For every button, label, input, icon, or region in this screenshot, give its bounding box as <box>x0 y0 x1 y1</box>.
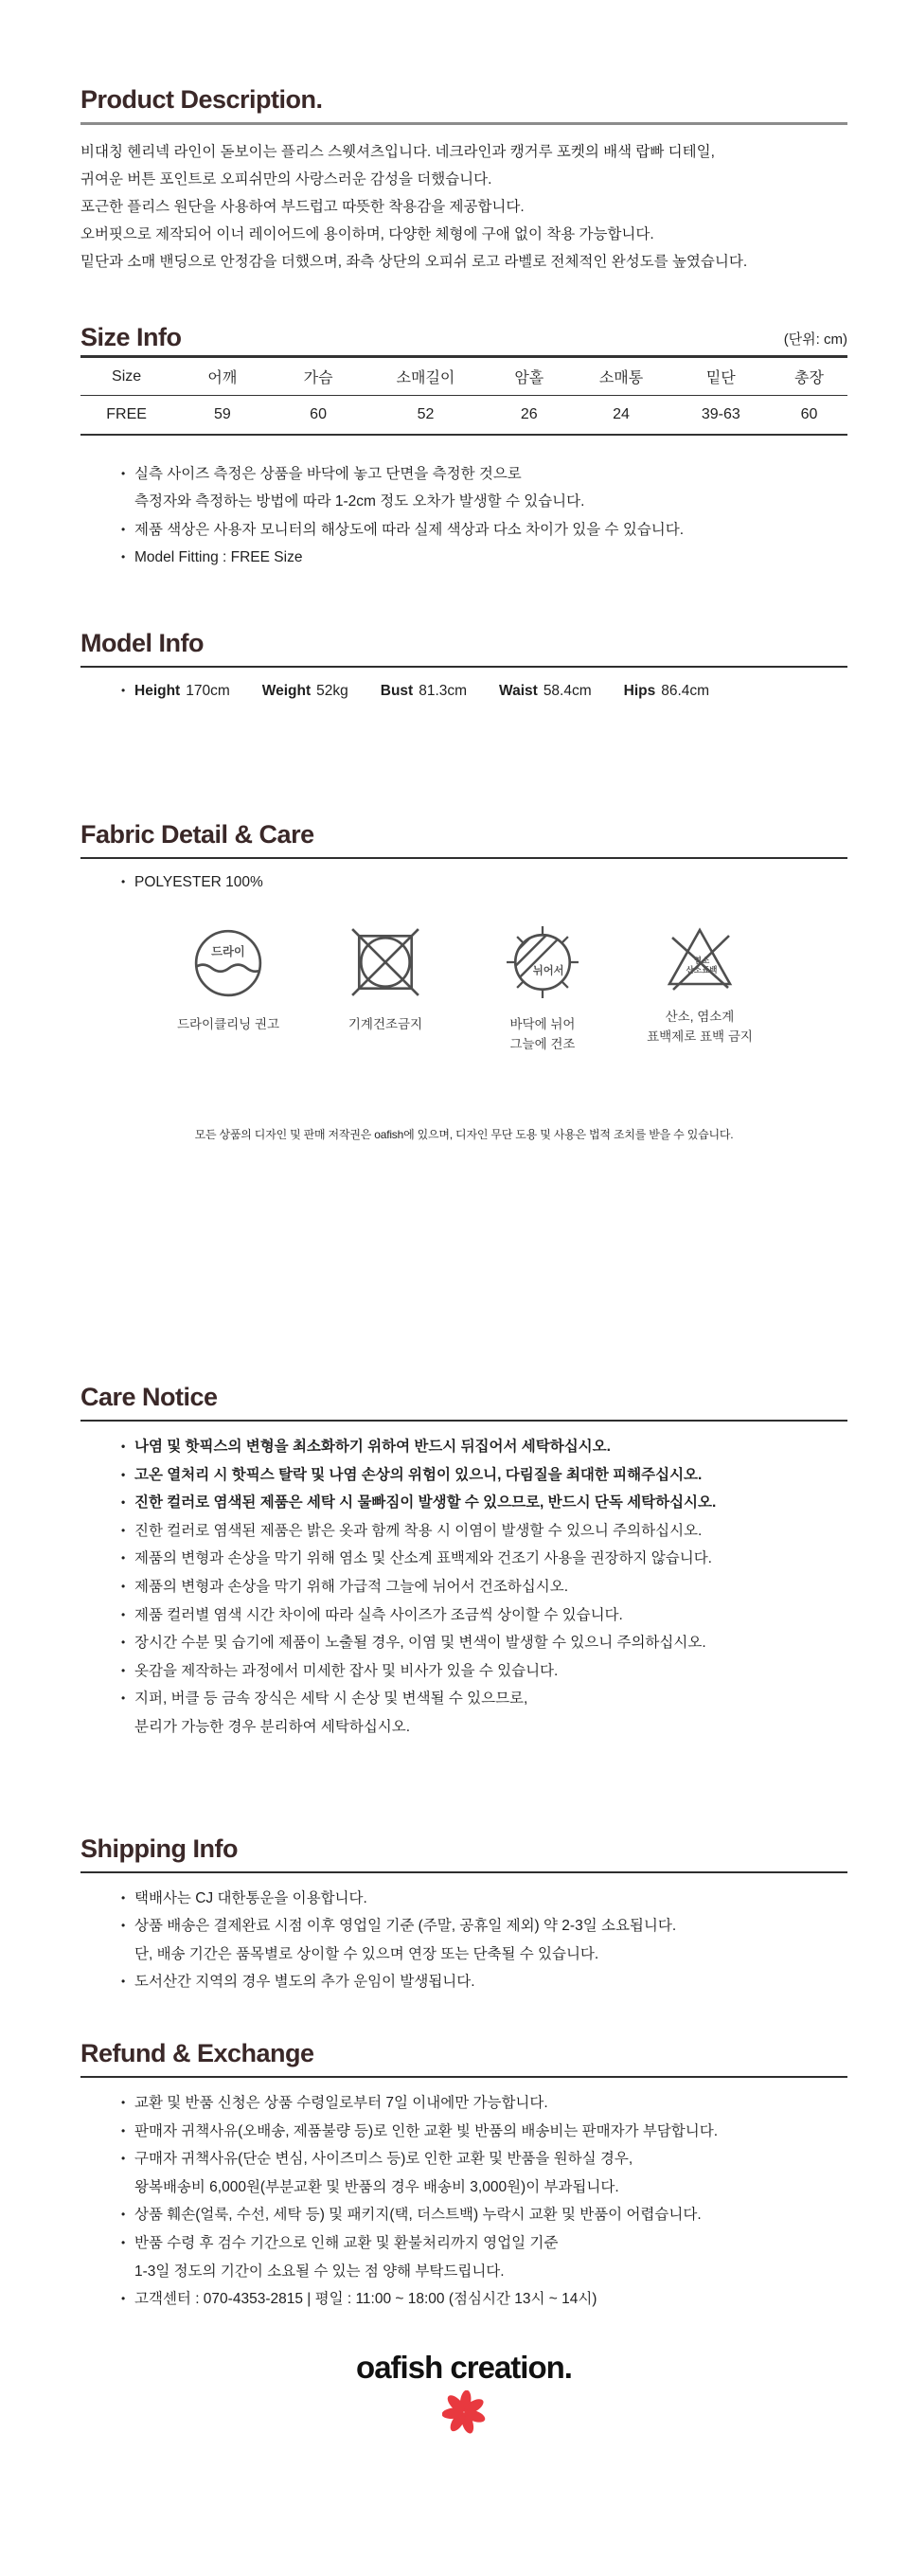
refund-item: • 상품 훼손(얼룩, 수선, 세탁 등) 및 패키지(택, 더스트백) 누락시 교환 및 반품이 어렵습니다. <box>121 2201 847 2229</box>
size-col-header: 소매길이 <box>396 370 455 386</box>
size-cell: 24 <box>613 405 630 422</box>
size-cell: 39-63 <box>701 405 740 422</box>
care-notice-item: • 장시간 수분 및 습기에 제품이 노출될 경우, 이염 및 변색이 발생할 수 있으니 주의하십시오. <box>121 1629 847 1657</box>
model-stats-row <box>80 677 847 706</box>
divider <box>80 122 847 125</box>
size-col-header: 밑단 <box>705 370 736 386</box>
refund-exchange-title: Refund & Exchange <box>80 2038 314 2067</box>
size-col-header: Size <box>112 367 142 385</box>
shipping-info-list <box>80 1885 847 1996</box>
care-icon-cell <box>464 925 621 1054</box>
care-notice-item-continuation: 분리가 가능한 경우 분리하여 세탁하십시오. <box>134 1719 411 1735</box>
size-cell: 59 <box>213 405 231 422</box>
size-unit-label: (단위: cm) <box>783 331 847 348</box>
size-note: • 제품 색상은 사용자 모니터의 해상도에 따라 실제 색상과 다소 차이가 있을 수 있습니다. <box>121 516 847 545</box>
size-table <box>80 355 847 436</box>
care-notice-item: • 고온 열처리 시 핫픽스 탈락 및 나염 손상의 위험이 있으니, 다림질을 최대한 피해주십시오. <box>121 1461 847 1490</box>
refund-item: • 반품 수령 후 검수 기간으로 인해 교환 및 환불처리까지 영업일 기준 <box>121 2229 847 2258</box>
divider <box>80 1871 847 1873</box>
fabric-composition: • POLYESTER 100% <box>121 868 847 897</box>
model-stat-hips: Hips 86.4cm <box>623 682 710 699</box>
refund-item: • 판매자 귀책사유(오배송, 제품불량 등)로 인한 교환 빛 반품의 배송비는 판매자가 부담합니다. <box>121 2118 847 2146</box>
section-product-description <box>80 85 847 276</box>
fabric-care-title: Fabric Detail & Care <box>80 820 314 850</box>
size-col-header: 암홀 <box>514 370 544 386</box>
section-shipping-info <box>80 1834 847 1996</box>
size-col-header: 가슴 <box>303 370 333 386</box>
description-line: 오버핏으로 제작되어 이너 레이어드에 용이하며, 다양한 체형에 구애 없이 착용 가능합니다. <box>80 226 654 242</box>
care-notice-item: • 제품의 변형과 손상을 막기 위해 가급적 그늘에 뉘어서 건조하십시오. <box>121 1573 847 1601</box>
care-notice-item: • 나염 및 핫픽스의 변형을 최소화하기 위하여 반드시 뒤집어서 세탁하십시오. <box>121 1433 847 1461</box>
brand-logo-text: oafish creation. <box>356 2349 572 2385</box>
shipping-item: • 택배사는 CJ 대한통운을 이용합니다. <box>121 1885 847 1913</box>
size-notes-list <box>80 460 847 572</box>
refund-item-continuation: 왕복배송비 6,000원(부분교환 및 반품의 경우 배송비 3,000원)이 부과됩니다. <box>134 2178 619 2195</box>
description-line: 포근한 플리스 원단을 사용하여 부드럽고 따뜻한 착용감을 제공합니다. <box>80 199 525 215</box>
care-notice-title: Care Notice <box>80 1383 218 1412</box>
care-icon-caption: 바닥에 뉘어 그늘에 건조 <box>509 1017 576 1052</box>
care-icon-caption: 산소, 염소계 표백제로 표백 금지 <box>647 1010 753 1045</box>
refund-exchange-list <box>80 2089 847 2314</box>
shipping-item: • 상품 배송은 결제완료 시점 이후 영업일 기준 (주말, 공휴일 제외) 약 2-3일 소요됩니다. <box>121 1912 847 1941</box>
description-line: 비대칭 헨리넥 라인이 돋보이는 플리스 스웻셔츠입니다. 네크라인과 캥거루 포켓의 배색 랍빠 디테일, <box>80 144 715 160</box>
size-info-header-row <box>80 323 847 351</box>
svg-text:뉘어서: 뉘어서 <box>532 965 564 977</box>
care-notice-item: • 진한 컬러로 염색된 제품은 세탁 시 물빠짐이 발생할 수 있으므로, 반드시 단독 세탁하십시오. <box>121 1489 847 1517</box>
care-notice-item: • 제품 컬러별 염색 시간 차이에 따라 실측 사이즈가 조금씩 상이할 수 있습니다. <box>121 1601 847 1630</box>
size-note: • Model Fitting : FREE Size <box>121 544 847 572</box>
model-stats <box>121 677 847 706</box>
no-bleach-icon <box>663 925 737 992</box>
section-model-info <box>80 629 847 706</box>
care-icon-caption: 기계건조금지 <box>348 1017 423 1032</box>
no-tumble-dry-icon <box>348 925 422 999</box>
model-stat-bust: Bust 81.3cm <box>380 682 468 699</box>
model-stat-waist: Waist 58.4cm <box>499 682 592 699</box>
divider <box>80 1420 847 1422</box>
shipping-item: • 도서산간 지역의 경우 별도의 추가 운임이 발생됩니다. <box>121 1968 847 1996</box>
brand-flower-icon <box>80 2390 847 2439</box>
shipping-item-continuation: 단, 배송 기간은 품목별로 상이할 수 있으며 연장 또는 단축될 수 있습니다. <box>134 1945 599 1962</box>
size-table-row <box>80 396 847 435</box>
size-note-continuation: 측정자와 측정하는 방법에 따라 1-2cm 정도 오차가 발생할 수 있습니다. <box>134 493 585 510</box>
section-fabric-care <box>80 820 847 1142</box>
care-icon-cell <box>307 925 464 1054</box>
section-size-info <box>80 323 847 572</box>
size-col-header: 어깨 <box>207 370 238 386</box>
size-col-header: 소매통 <box>598 370 644 386</box>
care-notice-item: • 옷감을 제작하는 과정에서 미세한 잡사 및 비사가 있을 수 있습니다. <box>121 1657 847 1686</box>
product-description-text <box>80 138 847 276</box>
footer <box>80 2349 847 2439</box>
dry-flat-in-shade-icon <box>506 925 579 999</box>
size-cell: FREE <box>106 405 147 422</box>
care-notice-item: • 지퍼, 버클 등 금속 장식은 세탁 시 손상 및 변색될 수 있으므로, <box>121 1685 847 1713</box>
size-col-header: 총장 <box>794 370 824 386</box>
customer-center-info: • 고객센터 : 070-4353-2815 | 평일 : 11:00 ~ 18:00 (점심시간 13시 ~ 14시) <box>121 2285 847 2314</box>
section-refund-exchange <box>80 2039 847 2314</box>
size-cell: 26 <box>520 405 538 422</box>
svg-text:드라이: 드라이 <box>211 944 245 958</box>
size-cell: 52 <box>417 405 435 422</box>
svg-text:산소표백: 산소표백 <box>686 965 718 975</box>
care-icons-row <box>80 925 847 1054</box>
refund-item-continuation: 1-3일 정도의 기간이 소요될 수 있는 점 양해 부탁드립니다. <box>134 2263 505 2280</box>
care-notice-item: • 진한 컬러로 염색된 제품은 밝은 옷과 함께 착용 시 이염이 발생할 수 있으니 주의하십시오. <box>121 1517 847 1546</box>
size-cell: 60 <box>310 405 327 422</box>
fabric-composition-list <box>80 868 847 897</box>
divider <box>80 2076 847 2078</box>
care-notice-list <box>80 1433 847 1742</box>
copyright-notice: 모든 상품의 디자인 및 판매 저작권은 oafish에 있으며, 디자인 무단 도용 및 사용은 법적 조치를 받을 수 있습니다. <box>194 1128 734 1142</box>
dry-clean-icon <box>191 925 265 999</box>
model-stat-weight: Weight 52kg <box>261 682 348 699</box>
size-info-title: Size Info <box>80 323 182 351</box>
divider <box>80 857 847 859</box>
shipping-info-title: Shipping Info <box>80 1834 238 1863</box>
refund-item: • 구매자 귀책사유(단순 변심, 사이즈미스 등)로 인한 교환 및 반품을 원하실 경우, <box>121 2145 847 2174</box>
section-care-notice <box>80 1383 847 1742</box>
svg-text:염소: 염소 <box>693 956 710 966</box>
size-note: • 실측 사이즈 측정은 상품을 바닥에 놓고 단면을 측정한 것으로 <box>121 460 847 489</box>
size-table-header-row <box>80 357 847 396</box>
divider <box>80 666 847 668</box>
product-description-title: Product Description. <box>80 85 323 114</box>
care-icon-caption: 드라이클리닝 권고 <box>176 1017 280 1032</box>
description-line: 귀여운 버튼 포인트로 오피쉬만의 사랑스러운 감성을 더했습니다. <box>80 171 492 188</box>
refund-item: • 교환 및 반품 신청은 상품 수령일로부터 7일 이내에만 가능합니다. <box>121 2089 847 2118</box>
care-icon-cell <box>150 925 307 1054</box>
care-notice-item: • 제품의 변형과 손상을 막기 위해 염소 및 산소계 표백제와 건조기 사용을 권장하지 않습니다. <box>121 1545 847 1573</box>
description-line: 밑단과 소매 밴딩으로 안정감을 더했으며, 좌측 상단의 오피쉬 로고 라벨로 전체적인 완성도를 높였습니다. <box>80 254 748 270</box>
model-info-title: Model Info <box>80 628 204 657</box>
model-stat-height: • Height 170cm <box>134 682 230 699</box>
size-cell: 60 <box>800 405 818 422</box>
care-icon-cell <box>621 925 778 1054</box>
